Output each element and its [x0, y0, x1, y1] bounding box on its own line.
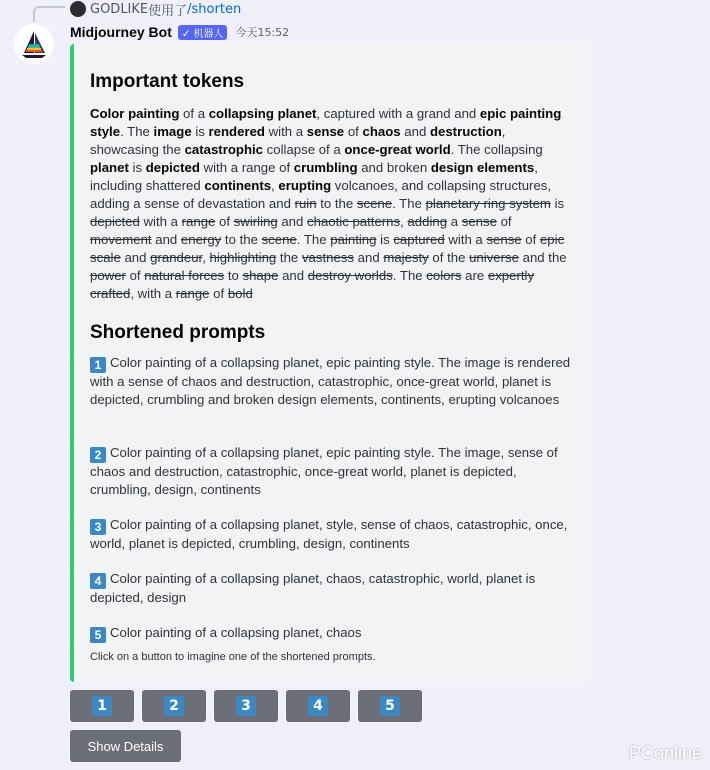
keycap-1-icon: 1 [90, 357, 106, 373]
token-text: and the [518, 250, 567, 265]
important-token: erupting [278, 178, 332, 193]
prompt-item [90, 570, 578, 607]
important-token: depicted [145, 160, 200, 175]
token-text: volcanoes, and collapsing structures, adding a sense of devastation and [90, 178, 552, 211]
token-text: with a range of [199, 160, 294, 175]
unimportant-token: planetary ring system [425, 196, 551, 211]
unimportant-token: highlighting [209, 250, 277, 265]
keycap-4-icon: 4 [308, 696, 328, 716]
unimportant-token: power [90, 268, 126, 283]
unimportant-token: adding [407, 214, 448, 229]
token-text: of [125, 268, 145, 283]
unimportant-token: shape [242, 268, 279, 283]
message-timestamp: 今天15:52 [235, 26, 290, 39]
unimportant-token: majesty [383, 250, 429, 265]
token-text: , showcasing the [90, 124, 506, 157]
unimportant-token: bold [227, 286, 253, 301]
unimportant-token: vastness [301, 250, 354, 265]
imagine-button-3[interactable] [214, 690, 278, 722]
unimportant-token: range [175, 286, 210, 301]
important-token: chaos [362, 124, 401, 139]
keycap-2-icon: 2 [164, 696, 184, 716]
unimportant-token: depicted [90, 214, 140, 229]
unimportant-token: sense [486, 232, 522, 247]
prompt-item [90, 444, 578, 499]
reply-user-avatar [70, 1, 86, 17]
token-text: to [224, 268, 243, 283]
reply-used-text: 使用了 [148, 3, 188, 19]
show-details-button[interactable]: Show Details [70, 730, 181, 762]
token-text: to the [221, 232, 262, 247]
token-text: and [353, 250, 384, 265]
reply-user[interactable]: GODLIKE [90, 1, 149, 17]
unimportant-token: universe [469, 250, 519, 265]
unimportant-token: colors [426, 268, 462, 283]
token-text: , [271, 178, 279, 193]
important-token: planet [90, 160, 129, 175]
prompt-item [90, 516, 578, 553]
unimportant-token: expertly crafted [90, 268, 535, 301]
token-text: is [376, 232, 394, 247]
prompt-text: Color painting of a collapsing planet, style, sense of chaos, catastrophic, once, world, planet is depicted, crumbling, design, continents [90, 517, 568, 551]
important-token: design elements [430, 160, 535, 175]
token-text: , with a [130, 286, 176, 301]
sailboat-icon [14, 24, 54, 64]
unimportant-token: scene [356, 196, 393, 211]
keycap-5-icon: 5 [380, 696, 400, 716]
unimportant-token: range [181, 214, 216, 229]
important-token: crumbling [293, 160, 358, 175]
token-text: and [151, 232, 181, 247]
reply-connector [33, 6, 65, 22]
important-token: Color painting [90, 106, 180, 121]
token-text: a [447, 214, 462, 229]
token-text: the [276, 250, 302, 265]
important-token: image [153, 124, 192, 139]
imagine-button-1[interactable] [70, 690, 134, 722]
token-text: and [120, 250, 151, 265]
embed-footer: Click on a button to imagine one of the shortened prompts. [90, 651, 376, 663]
prompt-text: Color painting of a collapsing planet, epic painting style. The image, sense of chaos and destruction, catastrophic, once-great world, planet is depicted, crumbling, design, continents [90, 445, 558, 497]
prompt-item [90, 354, 578, 409]
token-text: of a [179, 106, 209, 121]
token-text: with a [264, 124, 307, 139]
imagine-button-4[interactable] [286, 690, 350, 722]
keycap-1-icon: 1 [92, 696, 112, 716]
prompts-heading: Shortened prompts [90, 322, 266, 343]
token-text: , including shattered [90, 160, 538, 193]
unimportant-token: ruin [294, 196, 317, 211]
keycap-5-icon: 5 [90, 627, 106, 643]
token-text: is [128, 160, 146, 175]
prompt-item [90, 624, 578, 643]
token-text: of [344, 124, 363, 139]
token-text: of the [428, 250, 470, 265]
unimportant-token: destroy worlds [307, 268, 393, 283]
token-text: are [461, 268, 488, 283]
keycap-3-icon: 3 [90, 519, 106, 535]
unimportant-token: scene [261, 232, 297, 247]
embed-card [70, 44, 589, 682]
keycap-3-icon: 3 [236, 696, 256, 716]
important-token: epic painting style [90, 106, 562, 139]
token-text: of [521, 232, 540, 247]
unimportant-token: energy [180, 232, 222, 247]
important-token: continents [204, 178, 272, 193]
reply-reference[interactable] [70, 1, 241, 17]
token-text: . The [120, 124, 154, 139]
unimportant-token: natural forces [144, 268, 225, 283]
token-text: . The [392, 196, 426, 211]
token-text: to the [316, 196, 357, 211]
unimportant-token: movement [90, 232, 152, 247]
prompt-text: Color painting of a collapsing planet, chaos, catastrophic, world, planet is depicted, design [90, 571, 536, 605]
important-token: destruction [429, 124, 502, 139]
watermark: PConline [628, 743, 702, 763]
message-header [70, 22, 289, 42]
keycap-2-icon: 2 [90, 447, 106, 463]
important-token: collapsing planet [208, 106, 317, 121]
tokens-description [90, 105, 576, 303]
unimportant-token: epic scale [90, 232, 565, 265]
imagine-button-5[interactable] [358, 690, 422, 722]
token-text: with a [444, 232, 487, 247]
token-text: and broken [357, 160, 431, 175]
token-text: . The [392, 268, 427, 283]
token-text: and [278, 268, 308, 283]
token-text: is [550, 196, 565, 211]
important-token: sense [306, 124, 345, 139]
tokens-heading: Important tokens [90, 71, 245, 92]
token-text: , [202, 250, 210, 265]
token-text: and [277, 214, 308, 229]
token-text: is [191, 124, 209, 139]
prompt-text: Color painting of a collapsing planet, epic painting style. The image is rendered with a sense of chaos and destruction, catastrophic, once-great world, planet is depicted, crumbling and broken design elements, continents, erupting volcanoes [90, 355, 571, 407]
unimportant-token: sense [461, 214, 497, 229]
bot-badge: ✓ 机器人 [178, 25, 228, 40]
reply-command[interactable]: /shorten [187, 1, 242, 17]
token-text: with a [139, 214, 182, 229]
unimportant-token: swirling [233, 214, 278, 229]
token-text: and [400, 124, 430, 139]
token-text: of [209, 286, 228, 301]
important-token: catastrophic [184, 142, 263, 157]
important-token: rendered [208, 124, 265, 139]
keycap-4-icon: 4 [90, 573, 106, 589]
token-text: , [400, 214, 408, 229]
unimportant-token: painting [330, 232, 377, 247]
prompt-text: Color painting of a collapsing planet, chaos [110, 625, 362, 640]
token-text: of [496, 214, 512, 229]
token-text: . The collapsing [450, 142, 543, 157]
bot-name[interactable]: Midjourney Bot [70, 24, 172, 40]
unimportant-token: grandeur [150, 250, 203, 265]
token-text: . The [296, 232, 331, 247]
imagine-button-2[interactable] [142, 690, 206, 722]
unimportant-token: chaotic patterns [307, 214, 401, 229]
token-text: of [215, 214, 234, 229]
token-text: collapse of a [263, 142, 345, 157]
token-text: , captured with a grand and [316, 106, 480, 121]
important-token: once-great world [344, 142, 451, 157]
bot-avatar[interactable] [14, 24, 54, 64]
unimportant-token: captured [393, 232, 445, 247]
